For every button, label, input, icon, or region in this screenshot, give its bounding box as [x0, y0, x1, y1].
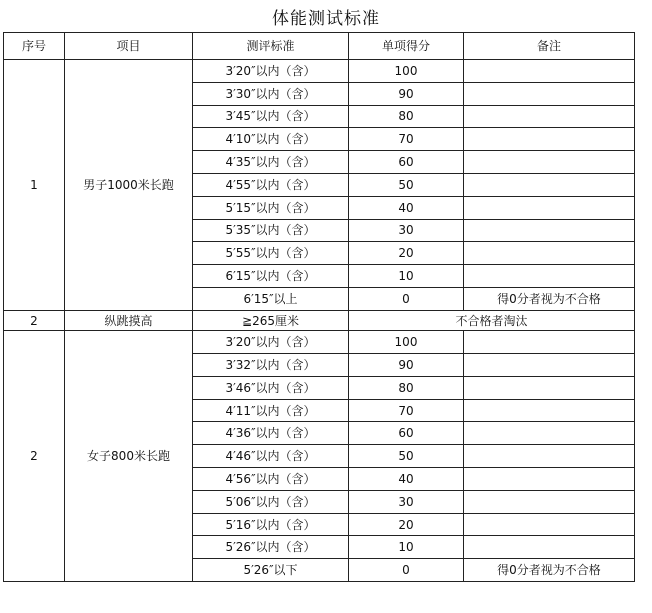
standard-cell: 4′11″以内（含）: [193, 399, 349, 422]
standard-cell: 3′45″以内（含）: [193, 105, 349, 128]
score-cell: 80: [349, 376, 464, 399]
note-cell: [464, 468, 635, 491]
standard-cell: 3′30″以内（含）: [193, 82, 349, 105]
score-cell: 100: [349, 60, 464, 83]
note-cell: [464, 513, 635, 536]
standard-cell: 5′06″以内（含）: [193, 490, 349, 513]
note-cell: [464, 399, 635, 422]
male-item: 男子1000米长跑: [65, 60, 193, 311]
score-cell: 80: [349, 105, 464, 128]
note-cell: 得0分者视为不合格: [464, 287, 635, 310]
note-cell: [464, 422, 635, 445]
standard-cell: 5′55″以内（含）: [193, 242, 349, 265]
score-cell: 40: [349, 196, 464, 219]
note-cell: [464, 219, 635, 242]
header-no: 序号: [4, 33, 65, 60]
score-cell: 90: [349, 82, 464, 105]
score-cell: 70: [349, 399, 464, 422]
standard-cell: 5′26″以内（含）: [193, 536, 349, 559]
header-score: 单项得分: [349, 33, 464, 60]
standard-cell: 4′10″以内（含）: [193, 128, 349, 151]
note-cell: [464, 105, 635, 128]
standard-cell: 5′26″以下: [193, 559, 349, 582]
jump-item: 纵跳摸高: [65, 310, 193, 331]
standard-cell: 5′35″以内（含）: [193, 219, 349, 242]
score-cell: 50: [349, 445, 464, 468]
standard-cell: 6′15″以上: [193, 287, 349, 310]
score-cell: 60: [349, 151, 464, 174]
score-cell: 60: [349, 422, 464, 445]
note-cell: [464, 354, 635, 377]
header-note: 备注: [464, 33, 635, 60]
note-cell: [464, 536, 635, 559]
standard-cell: 4′55″以内（含）: [193, 173, 349, 196]
score-cell: 40: [349, 468, 464, 491]
note-cell: [464, 376, 635, 399]
score-cell: 20: [349, 513, 464, 536]
table-body: [4, 60, 635, 582]
standard-cell: 3′32″以内（含）: [193, 354, 349, 377]
score-cell: 10: [349, 536, 464, 559]
table-row: [4, 331, 635, 354]
female-no: 2: [4, 331, 65, 582]
score-cell: 30: [349, 490, 464, 513]
note-cell: [464, 173, 635, 196]
note-cell: 得0分者视为不合格: [464, 559, 635, 582]
score-cell: 0: [349, 287, 464, 310]
standard-cell: 4′35″以内（含）: [193, 151, 349, 174]
standard-cell: 4′46″以内（含）: [193, 445, 349, 468]
page-title: 体能测试标准: [272, 9, 380, 29]
note-cell: [464, 331, 635, 354]
note-cell: [464, 490, 635, 513]
score-cell: 30: [349, 219, 464, 242]
note-cell: [464, 445, 635, 468]
note-cell: [464, 128, 635, 151]
jump-no: 2: [4, 310, 65, 331]
score-cell: 50: [349, 173, 464, 196]
score-cell: 90: [349, 354, 464, 377]
note-cell: [464, 196, 635, 219]
note-cell: [464, 265, 635, 288]
header-row: [4, 33, 635, 60]
table-row: [4, 60, 635, 83]
standard-cell: 3′20″以内（含）: [193, 331, 349, 354]
fitness-standard-table: [3, 32, 635, 582]
standard-cell: 5′16″以内（含）: [193, 513, 349, 536]
jump-standard: ≧265厘米: [193, 310, 349, 331]
female-item: 女子800米长跑: [65, 331, 193, 582]
header-item: 项目: [65, 33, 193, 60]
score-cell: 0: [349, 559, 464, 582]
standard-cell: 4′56″以内（含）: [193, 468, 349, 491]
score-cell: 10: [349, 265, 464, 288]
header-standard: 测评标准: [193, 33, 349, 60]
score-cell: 20: [349, 242, 464, 265]
male-no: 1: [4, 60, 65, 311]
standard-cell: 4′36″以内（含）: [193, 422, 349, 445]
score-cell: 70: [349, 128, 464, 151]
standard-cell: 3′46″以内（含）: [193, 376, 349, 399]
standard-cell: 3′20″以内（含）: [193, 60, 349, 83]
jump-note: 不合格者淘汰: [349, 310, 635, 331]
note-cell: [464, 151, 635, 174]
note-cell: [464, 242, 635, 265]
score-cell: 100: [349, 331, 464, 354]
standard-cell: 5′15″以内（含）: [193, 196, 349, 219]
note-cell: [464, 60, 635, 83]
note-cell: [464, 82, 635, 105]
table-row: [4, 310, 635, 331]
standard-cell: 6′15″以内（含）: [193, 265, 349, 288]
